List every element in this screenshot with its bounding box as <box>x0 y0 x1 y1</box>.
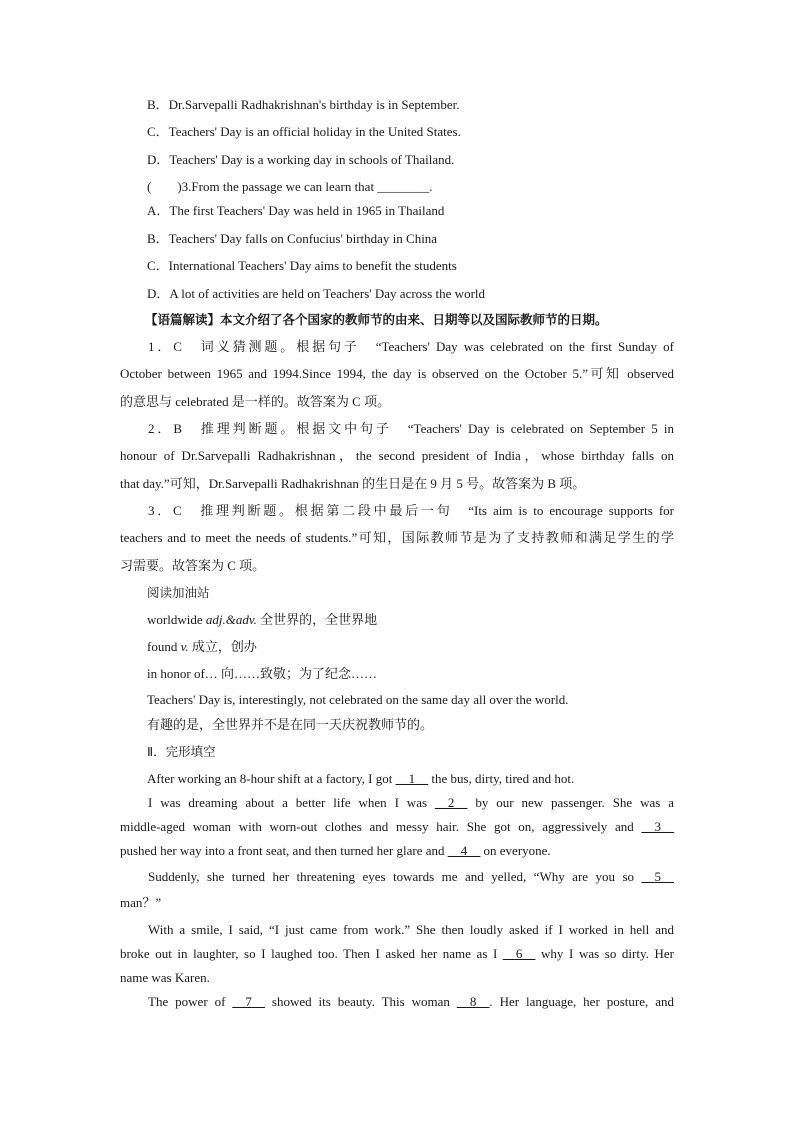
vocab-definition: 全世界的，全世界地 <box>256 612 378 627</box>
question-3-stem: ( )3.From the passage we can learn that ________. <box>147 179 433 194</box>
answer-2-line-2: honour of Dr.Sarvepalli Radhakrishnan，the second president of India，whose birthday falls on <box>120 448 674 463</box>
cloze-blank-3: __3__ <box>641 819 674 834</box>
vocab-item-worldwide <box>147 611 377 629</box>
vocab-pos: adj.&adv. <box>205 612 257 627</box>
cloze-text: the bus, dirty, tired and hot. <box>428 771 575 786</box>
cloze-blank-7: __7__ <box>232 994 265 1009</box>
question-3-option-d: D．A lot of activities are held on Teachers' Day across the world <box>147 286 486 301</box>
cloze-blank-6: __6__ <box>502 946 536 961</box>
vocab-item-in-honor-of: in honor of… 向……致敬；为了纪念…… <box>147 666 378 681</box>
option-c: C．Teachers' Day is an official holiday in the United States. <box>147 124 461 139</box>
answer-2-line-1: 2．B 推理判断题。根据文中句子 “Teachers' Day is celebrated on September 5 in <box>148 421 674 436</box>
cloze-paragraph-5-line-1 <box>148 993 674 1011</box>
answer-3-line-2: teachers and to meet the needs of students.”可知，国际教师节是为了支持教师和满足学生的学 <box>120 530 674 545</box>
option-b: B．Dr.Sarvepalli Radhakrishnan's birthday is in September. <box>147 97 460 112</box>
cloze-paragraph-1 <box>147 770 574 788</box>
cloze-text: showed its beauty. This woman <box>264 994 457 1009</box>
cloze-paragraph-2-line-2 <box>120 818 674 836</box>
cloze-paragraph-4-line-2 <box>120 945 674 963</box>
answer-2-line-3: that day.”可知，Dr.Sarvepalli Radhakrishnan 的生日是在 9 月 5 号。故答案为 B 项。 <box>120 476 586 491</box>
cloze-text: I was dreaming about a better life when I was <box>148 795 435 810</box>
cloze-paragraph-4-line-1: With a smile, I said, “I just came from work.” She then loudly asked if I worked in hell and <box>148 922 674 937</box>
vocab-word: found <box>147 639 181 654</box>
cloze-text: Suddenly, she turned her threatening eyes towards me and yelled, “Why are you so <box>148 869 642 884</box>
answer-1-line-3: 的意思与 celebrated 是一样的。故答案为 C 项。 <box>120 394 391 409</box>
vocab-title: 阅读加油站 <box>147 585 210 600</box>
cloze-text: why I was so dirty. Her <box>535 946 674 961</box>
vocab-word: worldwide <box>147 612 206 627</box>
cloze-paragraph-3-line-1 <box>148 868 674 886</box>
vocab-sentence-cn: 有趣的是，全世界并不是在同一天庆祝教师节的。 <box>147 717 434 732</box>
cloze-text: . Her language, her posture, and <box>489 994 674 1009</box>
vocab-pos: v. <box>180 639 189 654</box>
cloze-blank-5: __5__ <box>641 869 674 884</box>
answer-1-line-2: October between 1965 and 1994.Since 1994, the day is observed on the October 5.”可知 observed <box>120 366 674 381</box>
cloze-paragraph-2-line-3 <box>120 842 551 860</box>
cloze-paragraph-3-line-2: man？” <box>120 895 162 910</box>
cloze-text: The power of <box>148 994 233 1009</box>
question-3-option-b: B．Teachers' Day falls on Confucius' birthday in China <box>147 231 438 246</box>
answer-3-line-3: 习需要。故答案为 C 项。 <box>120 558 266 573</box>
vocab-definition: 成立，创办 <box>188 639 257 654</box>
vocab-item-found <box>147 638 257 656</box>
cloze-text: on everyone. <box>480 843 551 858</box>
cloze-blank-4: __4__ <box>447 843 481 858</box>
question-3-option-a: A．The first Teachers' Day was held in 1965 in Thailand <box>147 203 445 218</box>
cloze-blank-2: __2__ <box>434 795 468 810</box>
cloze-text: middle-aged woman with worn-out clothes and messy hair. She got on, aggressively and <box>120 819 642 834</box>
cloze-text: After working an 8-hour shift at a factory, I got <box>147 771 396 786</box>
cloze-paragraph-2-line-1 <box>148 794 674 812</box>
cloze-text: broke out in laughter, so I laughed too. Then I asked her name as I <box>120 946 503 961</box>
cloze-title: Ⅱ．完形填空 <box>147 744 216 759</box>
question-3-option-c: C．International Teachers' Day aims to benefit the students <box>147 258 457 273</box>
analysis-heading: 【语篇解读】本文介绍了各个国家的教师节的由来、日期等以及国际教师节的日期。 <box>145 312 608 327</box>
answer-1-line-1: 1．C 词义猜测题。根据句子 “Teachers' Day was celebrated on the first Sunday of <box>148 339 674 354</box>
cloze-text: pushed her way into a front seat, and then turned her glare and <box>120 843 448 858</box>
answer-3-line-1: 3．C 推理判断题。根据第二段中最后一句 “Its aim is to encourage supports for <box>148 503 674 518</box>
cloze-blank-8: __8__ <box>456 994 490 1009</box>
cloze-text: by our new passenger. She was a <box>467 795 674 810</box>
option-d: D．Teachers' Day is a working day in schools of Thailand. <box>147 152 455 167</box>
cloze-blank-1: __1__ <box>395 771 429 786</box>
cloze-paragraph-4-line-3: name was Karen. <box>120 970 210 985</box>
vocab-sentence-en: Teachers' Day is, interestingly, not celebrated on the same day all over the world. <box>147 692 569 707</box>
